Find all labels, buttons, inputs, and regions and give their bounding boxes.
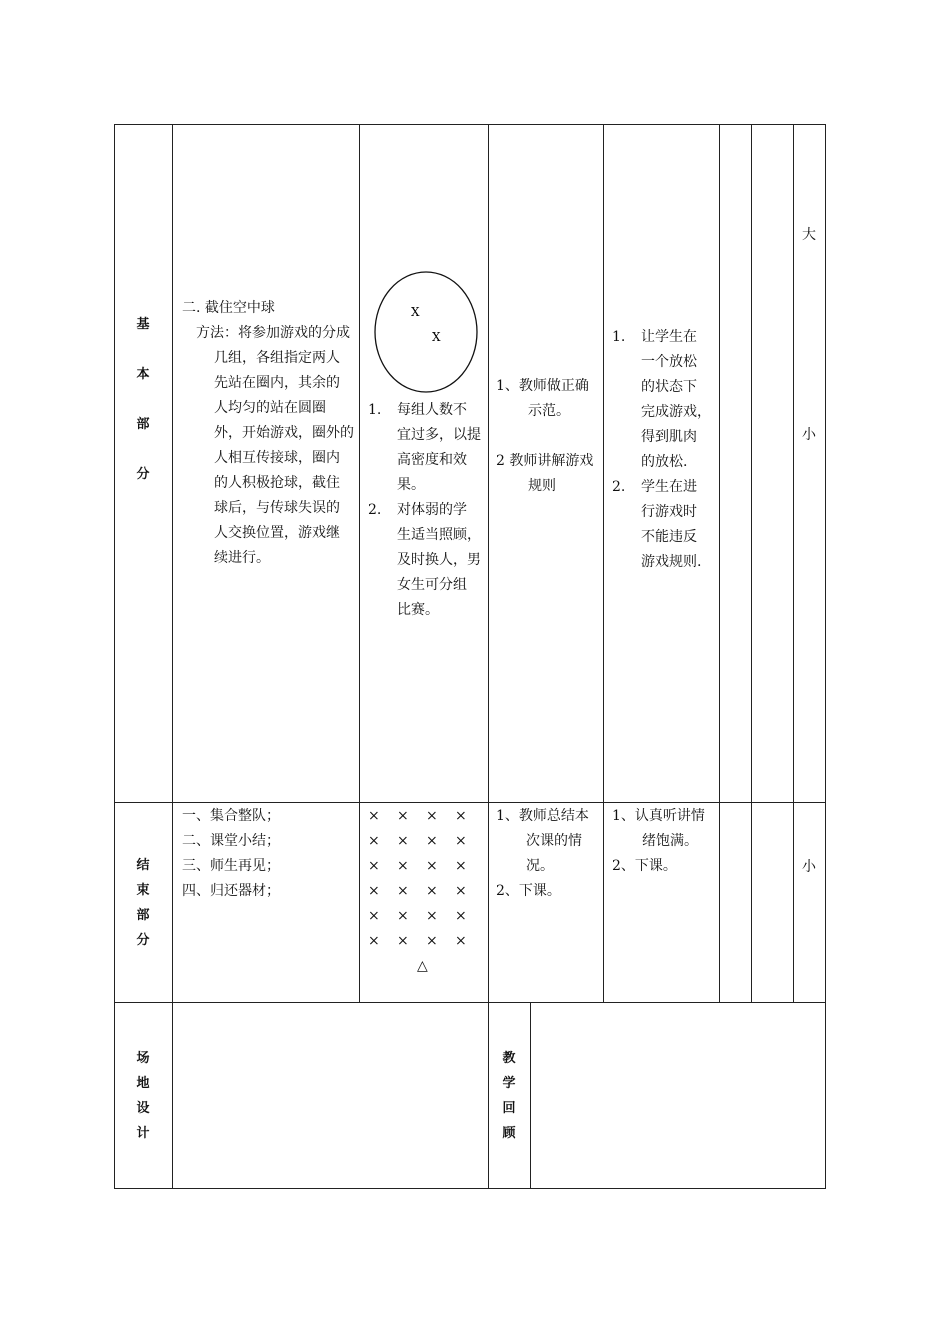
method-line: 方法：将参加游戏的分成 <box>196 325 350 341</box>
diagram-mark-x-1: X <box>411 305 420 319</box>
teacher-position-mark: △ <box>417 958 428 974</box>
game-title: 二. 截住空中球 <box>182 300 275 316</box>
org-item-2: 2. 对体弱的学 生适当照顾， 及时换人，男 女生可分组 比赛。 <box>368 502 481 618</box>
intensity-large: 大 <box>802 227 816 243</box>
organization-notes <box>368 398 484 623</box>
col-divider-teacher <box>488 124 489 1189</box>
formation-row: × × × × <box>368 883 467 899</box>
ending-teacher: 1、教师总结本 次课的情 况。 2、下课。 <box>496 808 589 899</box>
diagram-mark-x-2: X <box>432 330 441 344</box>
col-divider-extra-2 <box>751 124 752 1003</box>
ending-student: 1、认真听讲情 绪饱满。 2、下课。 <box>612 808 705 874</box>
ending-formation <box>368 804 484 979</box>
table-border-left <box>114 124 115 1189</box>
student-activities <box>612 325 716 575</box>
intensity-small: 小 <box>802 427 816 443</box>
table-border-bottom <box>114 1188 826 1189</box>
ending-intensity: 小 <box>802 859 816 875</box>
student-item-2: 2. 学生在进 行游戏时 不能违反 游戏规则. <box>612 479 702 570</box>
formation-row: × × × × <box>368 808 467 824</box>
col-divider-student <box>603 124 604 1003</box>
formation-row: × × × × <box>368 908 467 924</box>
circle-formation-diagram <box>370 268 484 398</box>
student-item-1: 1. 让学生在 一个放松 的状态下 完成游戏， 得到肌肉 的放松. <box>612 329 711 470</box>
table-border-right <box>825 124 826 1189</box>
game-circle <box>375 272 477 392</box>
formation-row: × × × × <box>368 833 467 849</box>
col-divider-org <box>359 124 360 1003</box>
teaching-review-label: 教 学 回 顾 <box>502 1051 516 1141</box>
formation-row: × × × × <box>368 858 467 874</box>
formation-row: × × × × <box>368 933 467 949</box>
col-divider-extra-1 <box>719 124 720 1003</box>
teacher-activities: 1、教师做正确 示范。 2 教师讲解游戏 规则 <box>496 378 594 494</box>
col-divider-review <box>530 1002 531 1189</box>
ending-content: 一、集合整队； 二、课堂小结； 三、师生再见； 四、归还器材； <box>182 808 280 899</box>
org-item-1: 1. 每组人数不 宜过多，以提 高密度和效 果。 <box>368 402 481 493</box>
col-divider-label <box>172 124 173 1189</box>
basic-content: 二. 截住空中球 方法：将参加游戏的分成 几组，各组指定两人 先站在圈内，其余的 人均匀的站在圆圈 外，开始游戏，圈外的 人相互传接球，圈内 的人积极抢球，截住 球后，与传球失误的 人交换位置，游戏继 续进行。 <box>182 296 354 571</box>
venue-design-label: 场 地 设 计 <box>136 1051 150 1141</box>
ending-section-label: 结 束 部 分 <box>136 858 150 948</box>
basic-section-label: 基 本 部 分 <box>136 317 150 482</box>
